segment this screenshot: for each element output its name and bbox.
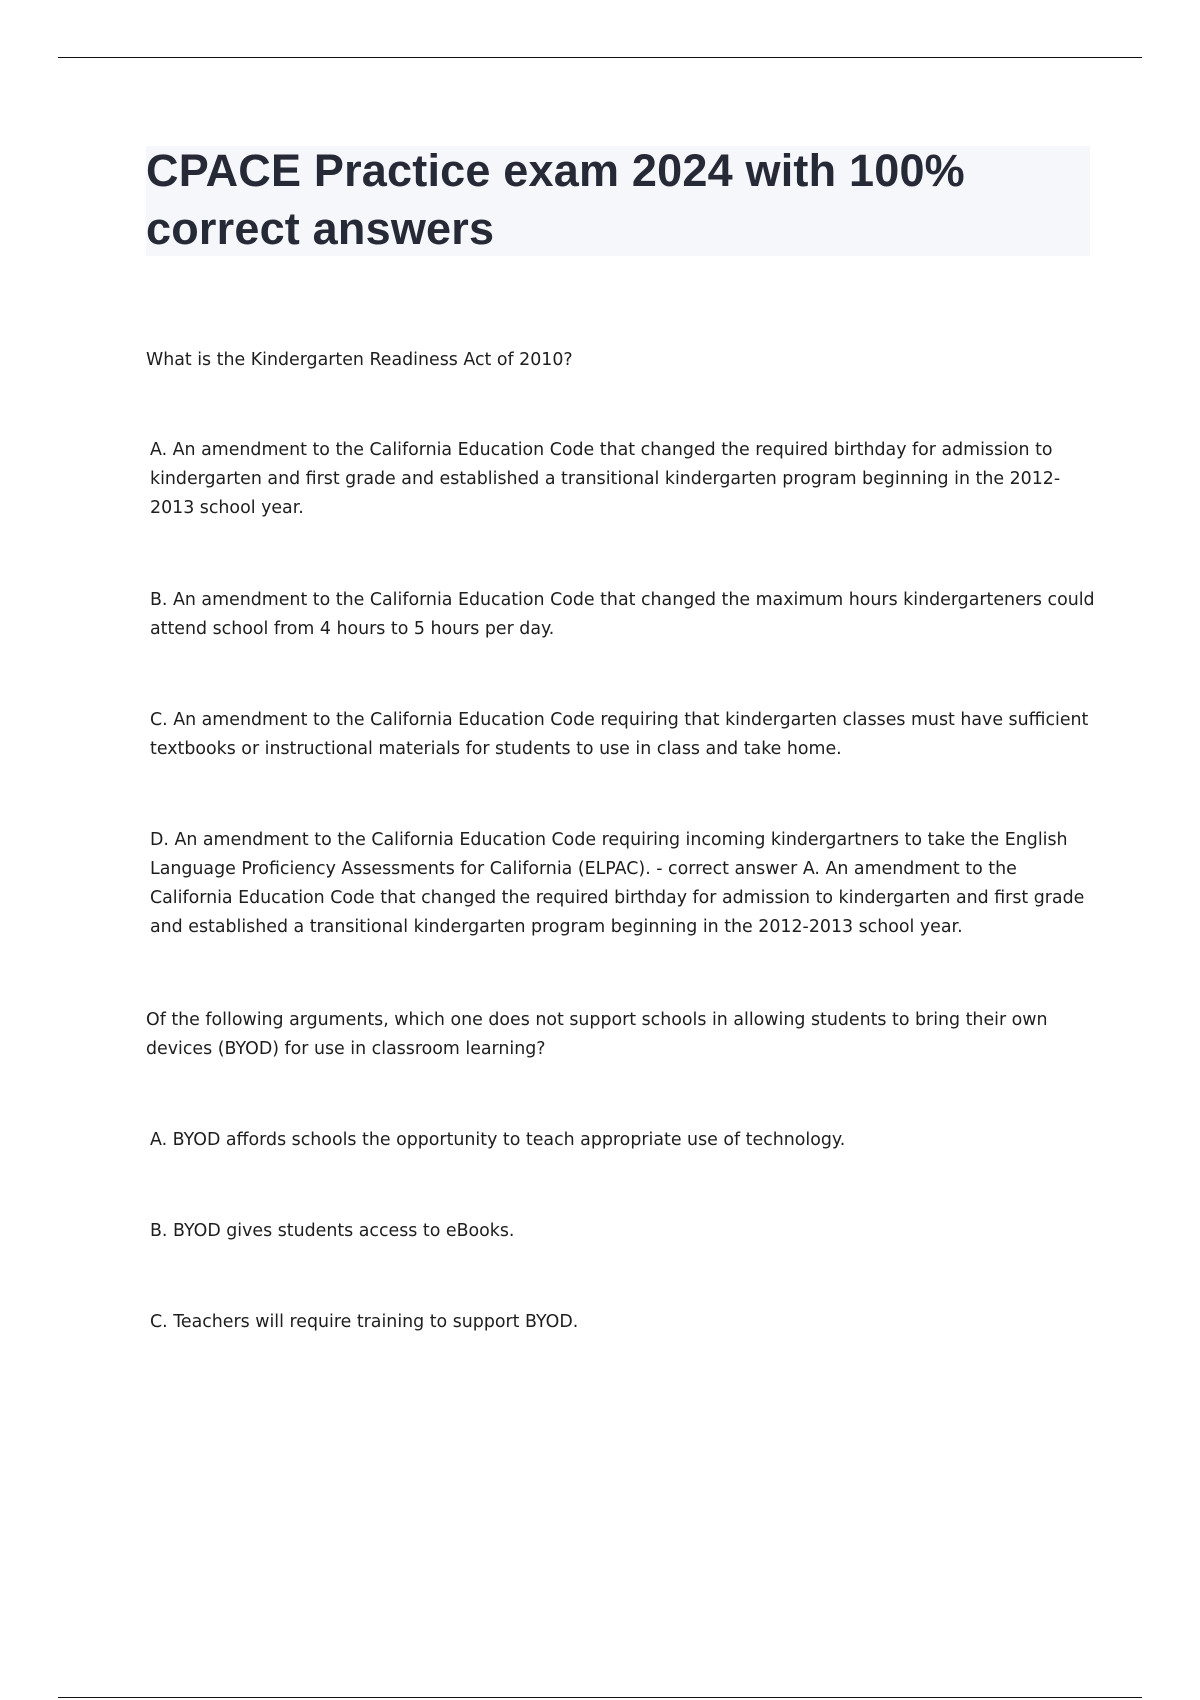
question-1-option-a: A. An amendment to the California Education Code that changed the required birthday for admission to kindergarten and first grade and established a transitional kindergarten program beginning in the 2012-2013 school year. [150, 440, 1061, 518]
document-title: CPACE Practice exam 2024 with 100% correct answers [146, 145, 965, 254]
question-2-option-c: C. Teachers will require training to support BYOD. [150, 1312, 579, 1332]
question-2-prompt: Of the following arguments, which one does not support schools in allowing students to bring their own devices (BYOD) for use in classroom learning? [146, 1010, 1048, 1059]
question-1-option-d: D. An amendment to the California Education Code requiring incoming kindergartners to take the English Language Proficiency Assessments for California (ELPAC). - correct answer A. An amendment to the California Education Code that changed the required birthday for admission to kindergarten and first grade and established a transitional kindergarten program beginning in the 2012-2013 school year. [150, 830, 1085, 937]
title-block [146, 146, 1090, 256]
question-1-prompt: What is the Kindergarten Readiness Act of 2010? [146, 350, 573, 370]
top-rule [58, 57, 1142, 58]
question-2-option-a: A. BYOD affords schools the opportunity to teach appropriate use of technology. [150, 1130, 846, 1150]
question-2-option-b: B. BYOD gives students access to eBooks. [150, 1221, 515, 1241]
question-1-option-c: C. An amendment to the California Education Code requiring that kindergarten classes must have sufficient textbooks or instructional materials for students to use in class and take home. [150, 710, 1089, 759]
bottom-rule [58, 1697, 1142, 1698]
question-1-option-b: B. An amendment to the California Education Code that changed the maximum hours kindergarteners could attend school from 4 hours to 5 hours per day. [150, 590, 1095, 639]
